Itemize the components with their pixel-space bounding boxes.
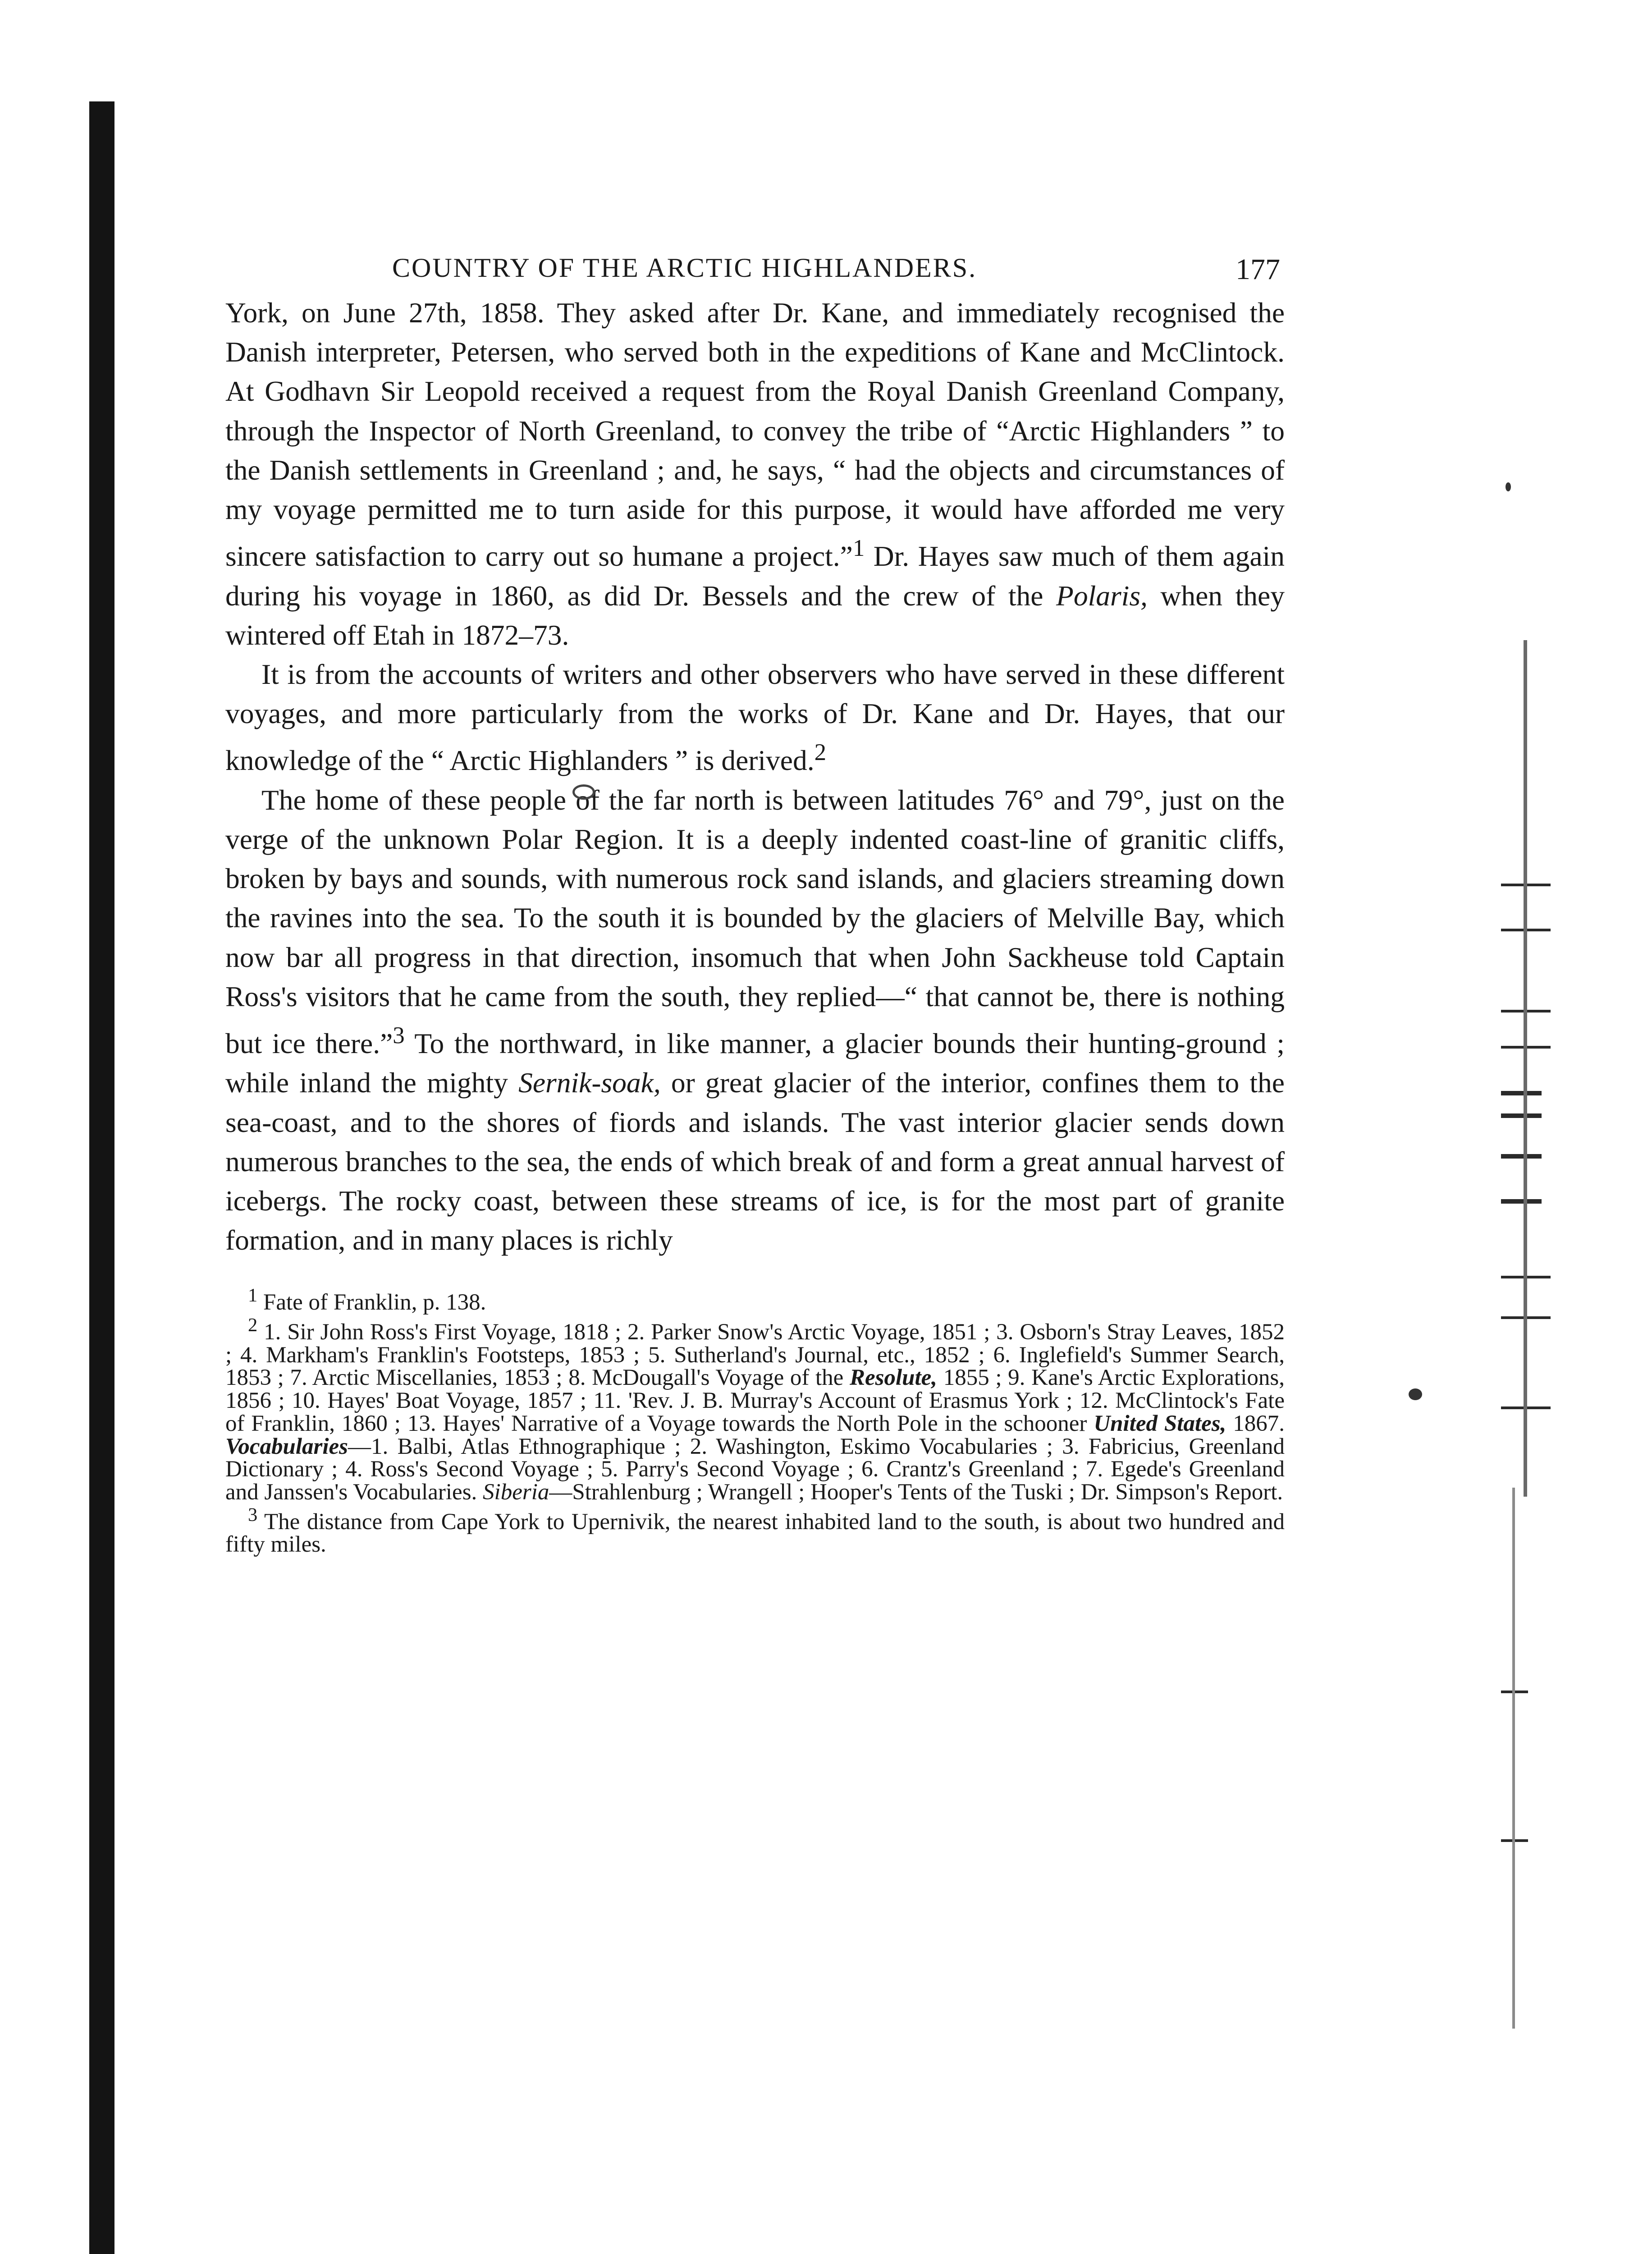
ship-name-polaris: Polaris, — [1056, 579, 1148, 612]
footnote-3-mark: 3 — [248, 1504, 258, 1526]
margin-bleed-mark — [1512, 1488, 1515, 2029]
footnote-2-resolute: Resolute, — [849, 1365, 938, 1391]
margin-bleed-mark — [1501, 1199, 1542, 1204]
footnote-ref-3: 3 — [393, 1022, 405, 1049]
paragraph-1-text-c: when they wintered off Etah in 1872–73. — [225, 579, 1285, 651]
footnote-ref-2: 2 — [814, 739, 827, 766]
margin-bleed-mark — [1501, 1091, 1542, 1095]
paragraph-1-text-b: Dr. Hayes saw much of them again during his voyage in 1860, as did Dr. Bessels and the crew of the — [225, 540, 1285, 612]
ink-speck — [572, 784, 595, 800]
footnote-2-vocabularies: Vocabularies — [225, 1434, 348, 1459]
footnote-3-text: The distance from Cape York to Upernivik, the nearest inhabited land to the south, is about two hundred and fifty miles. — [225, 1509, 1285, 1558]
footnotes — [225, 1284, 1285, 1556]
paragraph-1-text-a: York, on June 27th, 1858. They asked after Dr. Kane, and immediately recognised the Danish interpreter, Petersen, who served both in the expeditions of Kane and McClintock. At Godhavn Sir Leopold received a request from the Royal Danish Greenland Company, through the Inspector of North Greenland, to convey the tribe of “Arctic Highlanders ” to the Danish settlements in Greenland ; and, he says, “ had the objects and circumstances of my voyage permitted me to turn aside for this purpose, it would have afforded me very sincere satisfaction to carry out so humane a project.” — [225, 297, 1285, 573]
footnote-ref-1: 1 — [852, 535, 865, 562]
footnote-3 — [225, 1504, 1285, 1556]
margin-bleed-mark — [1501, 1154, 1542, 1159]
ink-speck — [1409, 1388, 1422, 1400]
paragraph-2-text: It is from the accounts of writers and other observers who have served in these different voyages, and more particularly from the works of Dr. Kane and Dr. Hayes, that our knowledge of the “ Arctic Highlanders ” is derived. — [225, 658, 1285, 777]
paragraph-3-text-a: The home of these people of the far north is between latitudes 76° and 79°, just on the verge of the unknown Polar Region. It is a deeply indented coast-line of granitic cliffs, broken by bays and sounds, with numerous rock sand islands, and glaciers streaming down the ravines into the sea. To the south it is bounded by the glaciers of Melville Bay, which now bar all progress in that direction, insomuch that when John Sackheuse told Captain Ross's visitors that he came from the south, they replied—“ that cannot be, there is nothing but ice there.” — [225, 783, 1285, 1060]
footnote-2-text-d: —1. Balbi, Atlas Ethnographique ; 2. Washington, Eskimo Vocabularies ; 3. Fabricius, Greenland Dictionary ; 4. Ross's Second Voyage ; 5. Parry's Second Voyage ; 6. Crantz's Greenland ; 7. Egede's Greenland and Janssen's Vocabularies. — [225, 1434, 1285, 1505]
margin-bleed-mark — [1524, 640, 1527, 1497]
body-text — [225, 293, 1285, 1260]
margin-bleed-mark — [1501, 1113, 1542, 1118]
paragraph-2 — [225, 655, 1285, 780]
footnote-1-mark: 1 — [248, 1285, 258, 1306]
footnote-2-text-c: 1867. — [1226, 1411, 1285, 1436]
footnote-2-text-b: 1855 ; 9. Kane's Arctic Explorations, 1856 ; 10. Hayes' Boat Voyage, 1857 ; 11. 'Rev. J. B. Murray's Account of Erasmus York ; 12. McClintock's Fate of Franklin, 1860 ; 13. Hayes' Narrative of a Voyage towards the North Pole in the schooner — [225, 1365, 1285, 1436]
footnote-2-text-e: —Strahlenburg ; Wrangell ; Hooper's Tents of the Tuski ; Dr. Simpson's Report. — [549, 1479, 1283, 1505]
binding-gutter-shadow — [89, 101, 114, 2254]
running-title: COUNTRY OF THE ARCTIC HIGHLANDERS. — [392, 253, 977, 283]
footnote-2-mark: 2 — [248, 1315, 258, 1336]
footnote-1 — [225, 1284, 1285, 1314]
ink-speck — [1506, 482, 1511, 491]
footnote-2-text-a: 1. Sir John Ross's First Voyage, 1818 ; 2. Parker Snow's Arctic Voyage, 1851 ; 3. Osborn's Stray Leaves, 1852 ; 4. Markham's Franklin's Footsteps, 1853 ; 5. Sutherland's Journal, etc., 1852 ; 6. Inglefield's Summer Search, 1853 ; 7. Arctic Miscellanies, 1853 ; 8. McDougall's Voyage of the — [225, 1319, 1285, 1391]
book-page — [225, 243, 1285, 1556]
paragraph-3 — [225, 780, 1285, 1260]
footnote-2 — [225, 1314, 1285, 1504]
footnote-2-united-states: United States, — [1094, 1411, 1226, 1436]
page-number: 177 — [1236, 253, 1280, 286]
running-head — [225, 243, 1285, 293]
glacier-name: Sernik-soak, — [518, 1067, 661, 1099]
footnote-2-siberia: Siberia — [483, 1479, 549, 1505]
paragraph-1 — [225, 293, 1285, 655]
paragraph-3-text-b: To the northward, in like manner, a glacier bounds their hunting-ground ; while inland the mighty — [225, 1027, 1285, 1099]
footnote-1-text: Fate of Franklin, p. 138. — [257, 1290, 486, 1315]
paragraph-3-text-c: or great glacier of the interior, confines them to the sea-coast, and to the shores of fiords and islands. The vast interior glacier sends down numerous branches to the sea, the ends of which break of and form a great annual harvest of icebergs. The rocky coast, between these streams of ice, is for the most part of granite formation, and in many places is richly — [225, 1067, 1285, 1256]
